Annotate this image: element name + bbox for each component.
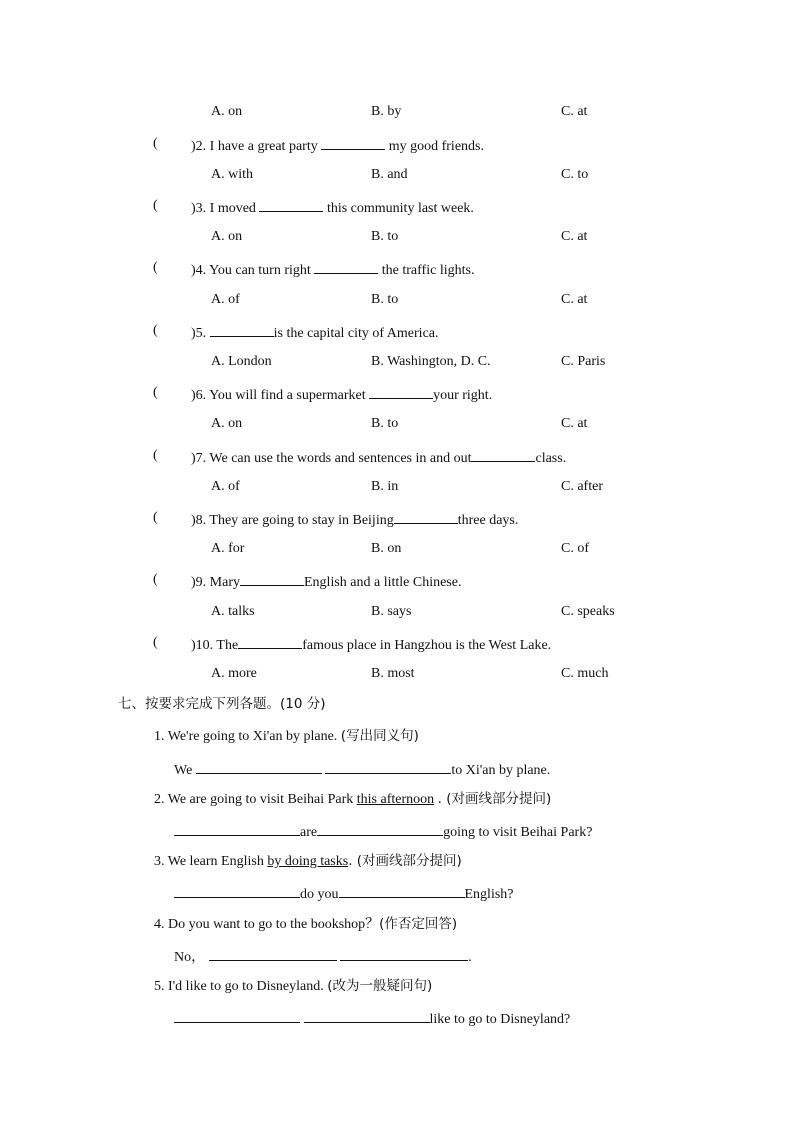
answer-middle: do you — [300, 887, 339, 902]
answer-prefix: We — [174, 763, 193, 778]
question-text: )5. — [191, 326, 207, 341]
option-b: B. in — [371, 479, 399, 494]
section-title: 七、按要求完成下列各题。(10 分) — [118, 696, 326, 712]
answer-suffix: English? — [464, 887, 514, 902]
question-text-post: my good friends. — [388, 139, 484, 154]
answer-paren[interactable]: ( — [153, 572, 158, 587]
option-c: C. of — [561, 541, 589, 556]
answer-paren[interactable]: ( — [153, 635, 158, 650]
option-c: C. after — [561, 479, 603, 494]
option-c: C. at — [561, 292, 588, 307]
question-text: )8. They are going to stay in Beijing — [191, 513, 394, 528]
option-b: B. Washington, D. C. — [371, 354, 491, 369]
answer-blank[interactable] — [314, 259, 378, 274]
option-b: B. to — [371, 292, 399, 307]
option-a: A. talks — [211, 604, 255, 619]
option-a: A. for — [211, 541, 245, 556]
option-b: B. to — [371, 416, 399, 431]
question-text-post: famous place in Hangzhou is the West Lake. — [302, 638, 552, 653]
option-c: C. at — [561, 416, 588, 431]
answer-blank[interactable] — [394, 509, 458, 524]
underlined-phrase: this afternoon — [356, 792, 435, 807]
answer-blank[interactable] — [369, 384, 433, 399]
question-text-post: the traffic lights. — [381, 263, 475, 278]
option-a: A. London — [211, 354, 272, 369]
question-text: )7. We can use the words and sentences in and out — [191, 451, 472, 466]
task-instruction: . (对画线部分提问) — [437, 791, 552, 807]
question-text-post: class. — [535, 451, 567, 466]
task-1-answer — [174, 759, 550, 780]
question-text: )3. I moved — [191, 201, 256, 216]
answer-paren[interactable]: ( — [153, 385, 158, 400]
task-text: 4. Do you want to go to the bookshop？ — [154, 917, 380, 932]
answer-blank[interactable] — [240, 571, 304, 586]
answer-suffix: . — [468, 950, 472, 965]
option-b: B. to — [371, 229, 399, 244]
option-b: B. says — [371, 604, 412, 619]
option-a: A. on — [211, 104, 243, 119]
answer-suffix: like to go to Disneyland? — [429, 1012, 571, 1027]
answer-blank[interactable] — [174, 821, 300, 836]
option-c: C. speaks — [561, 604, 615, 619]
question-text-post: your right. — [433, 388, 493, 403]
answer-blank[interactable] — [471, 447, 535, 462]
option-b: B. by — [371, 104, 402, 119]
option-c: C. at — [561, 104, 588, 119]
answer-blank[interactable] — [340, 946, 468, 961]
task-text: 1. We're going to Xi'an by plane. — [154, 729, 338, 744]
question-text: )9. Mary — [191, 575, 240, 590]
option-a: A. more — [211, 666, 257, 681]
option-c: C. much — [561, 666, 609, 681]
answer-paren[interactable]: ( — [153, 260, 158, 275]
answer-suffix: going to visit Beihai Park? — [443, 825, 593, 840]
task-3 — [154, 852, 462, 871]
underlined-phrase: by doing tasks — [267, 854, 349, 869]
option-c: C. at — [561, 229, 588, 244]
option-a: A. of — [211, 479, 240, 494]
task-1 — [154, 727, 419, 746]
task-instruction: (改为一般疑问句) — [327, 978, 433, 994]
option-a: A. on — [211, 229, 243, 244]
answer-blank[interactable] — [317, 821, 443, 836]
answer-paren[interactable]: ( — [153, 198, 158, 213]
question-text: )6. You will find a supermarket — [191, 388, 366, 403]
question-text-post: three days. — [457, 513, 519, 528]
option-b: B. on — [371, 541, 402, 556]
task-4 — [154, 915, 457, 934]
task-5-answer — [174, 1008, 570, 1029]
answer-blank[interactable] — [209, 946, 337, 961]
task-2 — [154, 790, 551, 809]
answer-blank[interactable] — [325, 759, 451, 774]
option-a: A. on — [211, 416, 243, 431]
answer-paren[interactable]: ( — [153, 136, 158, 151]
task-2-answer — [174, 821, 592, 842]
task-instruction: (作否定回答) — [379, 916, 458, 932]
option-a: A. with — [211, 167, 253, 182]
option-b: B. most — [371, 666, 415, 681]
answer-blank[interactable] — [196, 759, 322, 774]
answer-middle: are — [300, 825, 318, 840]
option-b: B. and — [371, 167, 408, 182]
task-text: 2. We are going to visit Beihai Park — [154, 792, 354, 807]
answer-paren[interactable]: ( — [153, 510, 158, 525]
question-text: )4. You can turn right — [191, 263, 311, 278]
answer-blank[interactable] — [238, 634, 302, 649]
question-text-post: is the capital city of America. — [273, 326, 439, 341]
option-c: C. to — [561, 167, 589, 182]
question-text: )2. I have a great party — [191, 139, 318, 154]
task-instruction: . (对画线部分提问) — [348, 853, 462, 869]
option-a: A. of — [211, 292, 240, 307]
answer-blank[interactable] — [174, 1008, 300, 1023]
question-text: )10. The — [191, 638, 239, 653]
answer-blank[interactable] — [259, 197, 323, 212]
answer-paren[interactable]: ( — [153, 323, 158, 338]
answer-paren[interactable]: ( — [153, 448, 158, 463]
task-text: 3. We learn English — [154, 854, 264, 869]
answer-prefix: No， — [174, 950, 206, 965]
answer-suffix: to Xi'an by plane. — [451, 763, 551, 778]
answer-blank[interactable] — [321, 135, 385, 150]
question-text-post: this community last week. — [326, 201, 474, 216]
task-3-answer — [174, 883, 514, 904]
task-instruction: (写出同义句) — [340, 728, 419, 744]
option-c: C. Paris — [561, 354, 606, 369]
answer-blank[interactable] — [210, 322, 274, 337]
answer-blank[interactable] — [339, 883, 465, 898]
task-text: 5. I'd like to go to Disneyland. — [154, 979, 324, 994]
answer-blank[interactable] — [304, 1008, 430, 1023]
task-5 — [154, 977, 432, 996]
answer-blank[interactable] — [174, 883, 300, 898]
task-4-answer — [174, 946, 472, 967]
question-text-post: English and a little Chinese. — [304, 575, 462, 590]
